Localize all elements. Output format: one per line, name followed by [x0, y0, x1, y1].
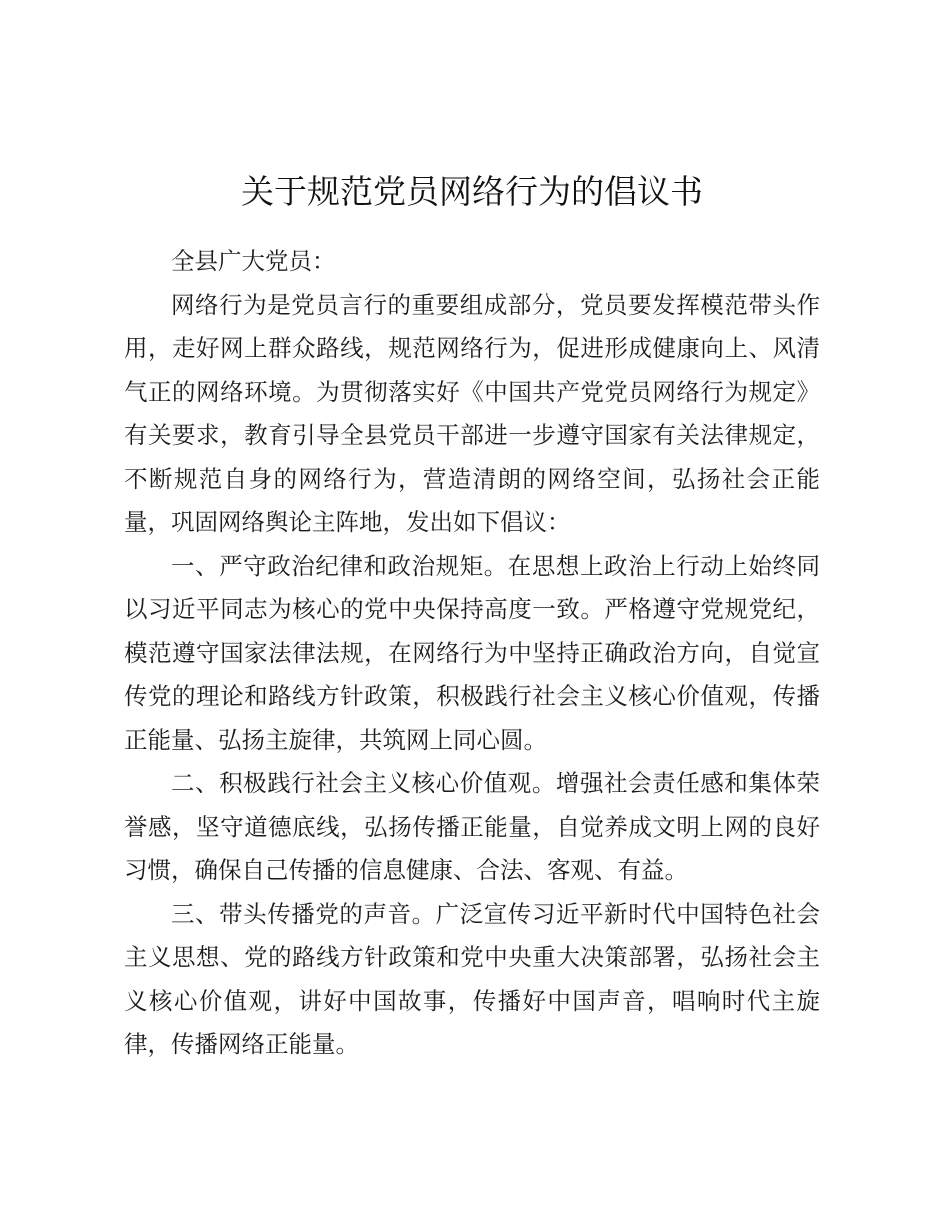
salutation: 全县广大党员： — [171, 247, 336, 275]
paragraph-item-3: 三、带头传播党的声音。广泛宣传习近平新时代中国特色社会主义思想、党的路线方针政策和党中央重大决策部署，弘扬社会主义核心价值观，讲好中国故事，传播好中国声音，唱响时代主旋律，传播网络正能量。 — [124, 899, 820, 1058]
document-title: 关于规范党员网络行为的倡议书 — [241, 172, 703, 211]
paragraph-item-2: 二、积极践行社会主义核心价值观。增强社会责任感和集体荣誉感，坚守道德底线，弘扬传播正能量，自觉养成文明上网的良好习惯，确保自己传播的信息健康、合法、客观、有益。 — [124, 769, 820, 884]
paragraph-item-1: 一、严守政治纪律和政治规矩。在思想上政治上行动上始终同以习近平同志为核心的党中央保持高度一致。严格遵守党规党纪，模范遵守国家法律法规，在网络行为中坚持正确政治方向，自觉宣传党的理论和路线方针政策，积极践行社会主义核心价值观，传播正能量、弘扬主旋律，共筑网上同心圆。 — [124, 551, 820, 754]
document-page — [124, 166, 820, 1067]
paragraph-intro: 网络行为是党员言行的重要组成部分，党员要发挥模范带头作用，走好网上群众路线，规范网络行为，促进形成健康向上、风清气正的网络环境。为贯彻落实好《中国共产党党员网络行为规定》有关要求，教育引导全县党员干部进一步遵守国家有关法律规定，不断规范自身的网络行为，营造清朗的网络空间，弘扬社会正能量，巩固网络舆论主阵地，发出如下倡议： — [124, 290, 820, 536]
